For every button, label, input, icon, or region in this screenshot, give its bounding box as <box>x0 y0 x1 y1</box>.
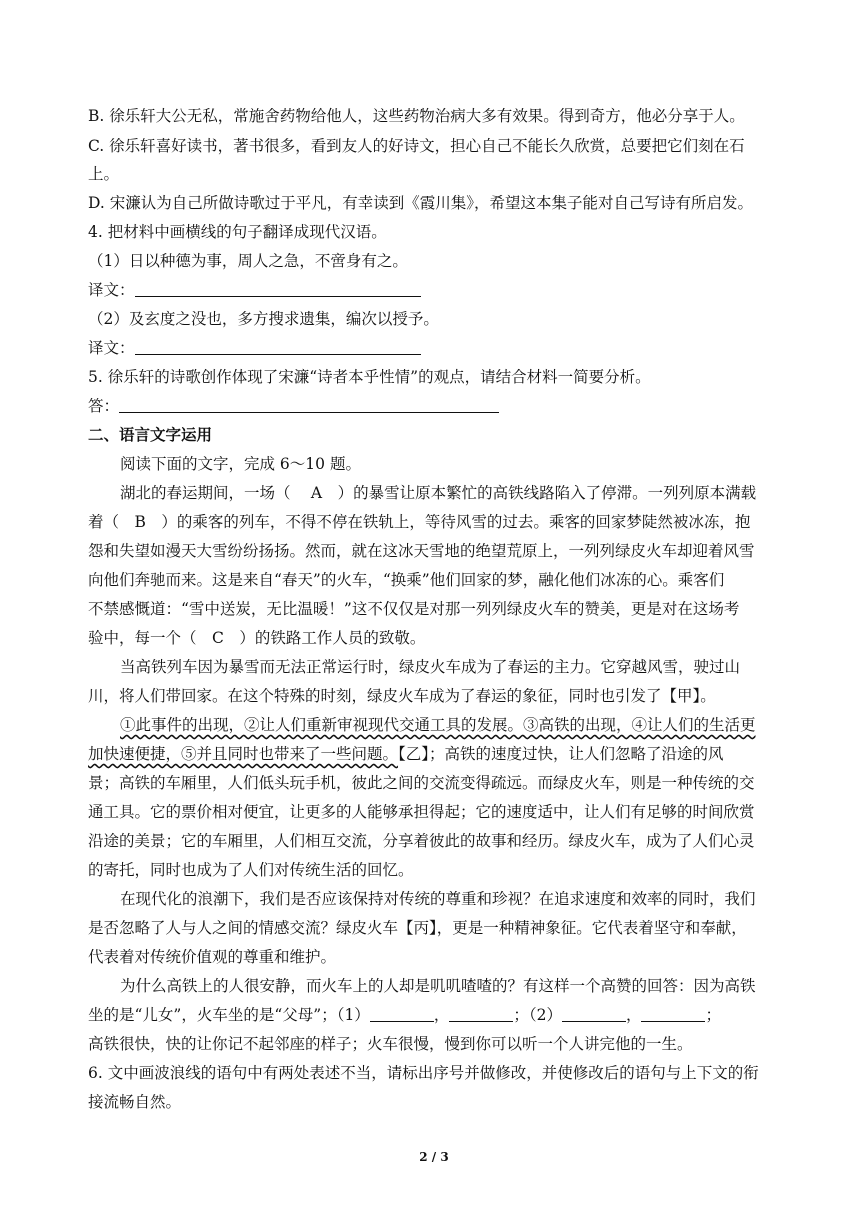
question-4-sentence-1: （1）日以种德为事，周人之急，不啻身有之。 <box>88 252 408 270</box>
answer-blank[interactable] <box>119 398 499 413</box>
option-c-line2: 上。 <box>88 165 120 183</box>
passage-text: 【乙】；高铁的速度过快，让人们忽略了沿途的风 <box>398 745 724 763</box>
passage-line-wavy <box>88 744 724 764</box>
passage-text: ， <box>433 1006 450 1024</box>
option-d: D. 宋濂认为自己所做诗歌过于平凡，有幸读到《霞川集》，希望这本集子能对自己写诗有所启发。 <box>88 194 753 212</box>
passage-line: 通工具。它的票价相对便宜，让更多的人能够承担得起；它的速度适中，让人们有足够的时间欣赏 <box>88 803 755 821</box>
translation-row-1 <box>88 280 421 300</box>
passage-line-wavy <box>120 715 756 735</box>
translation-label: 译文： <box>88 339 135 357</box>
passage-line: 不禁感慨道：“雪中送炭，无比温暖！”这不仅仅是对那一列列绿皮火车的赞美，更是对在这场考 <box>88 600 740 618</box>
fill-blank-1b[interactable] <box>449 1007 513 1022</box>
passage-text: 坐的是“儿女”，火车坐的是“父母”；（1） <box>88 1006 370 1024</box>
translation-blank-1[interactable] <box>135 282 421 297</box>
passage-line: 着（ B ）的乘客的列车，不得不停在铁轨上，等待风雪的过去。乘客的回家梦陡然被冰冻，抱 <box>88 513 751 531</box>
fill-blank-1a[interactable] <box>370 1007 434 1022</box>
page-number: 2 / 3 <box>419 1150 449 1164</box>
question-6-line1: 6. 文中画波浪线的语句中有两处表述不当，请标出序号并做修改，并使修改后的语句与上下文的衔 <box>88 1064 759 1082</box>
passage-text: ， <box>625 1006 642 1024</box>
wavy-underlined-text: ①此事件的出现，②让人们重新审视现代交通工具的发展。③高铁的出现，④让人们的生活更 <box>120 716 756 734</box>
passage-line: 的寄托，同时也成为了人们对传统生活的回忆。 <box>88 861 414 879</box>
passage-line: 沿途的美景；它的车厢里，人们相互交流，分享着彼此的故事和经历。绿皮火车，成为了人们心灵 <box>88 832 755 850</box>
section-2-intro: 阅读下面的文字，完成 6～10 题。 <box>120 455 361 473</box>
question-5-prompt: 5. 徐乐轩的诗歌创作体现了宋濂“诗者本乎性情”的观点，请结合材料一简要分析。 <box>88 368 651 386</box>
answer-row <box>88 396 499 416</box>
question-4-sentence-2: （2）及玄度之没也，多方搜求遗集，编次以授予。 <box>88 310 439 328</box>
passage-line: 向他们奔驰而来。这是来自“春天”的火车，“换乘”他们回家的梦，融化他们冰冻的心。乘客们 <box>88 571 725 589</box>
passage-text: ； <box>705 1006 721 1024</box>
passage-line: 高铁很快，快的让你记不起邻座的样子；火车很慢，慢到你可以听一个人讲完他的一生。 <box>88 1035 693 1053</box>
passage-line: 怨和失望如漫天大雪纷纷扬扬。然而，就在这冰天雪地的绝望荒原上，一列列绿皮火车却迎着风雪 <box>88 542 755 560</box>
section-2-title: 二、语言文字运用 <box>88 426 213 444</box>
translation-label: 译文： <box>88 281 135 299</box>
passage-line: 验中，每一个（ C ）的铁路工作人员的致敬。 <box>88 629 426 647</box>
passage-line: 湖北的春运期间，一场（ A ）的暴雪让原本繁忙的高铁线路陷入了停滞。一列列原本满载 <box>120 484 757 502</box>
question-6-line2: 接流畅自然。 <box>88 1093 182 1111</box>
fill-blank-2a[interactable] <box>562 1007 626 1022</box>
option-c-line1: C. 徐乐轩喜好读书，著书很多，看到友人的好诗文，担心自己不能长久欣赏，总要把它们刻在石 <box>88 137 745 155</box>
passage-line: 川，将人们带回家。在这个特殊的时刻，绿皮火车成为了春运的象征，同时也引发了【甲】。 <box>88 687 716 705</box>
translation-blank-2[interactable] <box>135 340 421 355</box>
passage-line: 景；高铁的车厢里，人们低头玩手机，彼此之间的交流变得疏远。而绿皮火车，则是一种传统的交 <box>88 774 755 792</box>
question-4-prompt: 4. 把材料中画横线的句子翻译成现代汉语。 <box>88 223 387 241</box>
fill-blank-2b[interactable] <box>641 1007 705 1022</box>
passage-text: ；（2） <box>513 1006 562 1024</box>
answer-label: 答： <box>88 397 120 415</box>
wavy-underlined-text: 加快速便捷，⑤并且同时也带来了一些问题。 <box>88 745 399 763</box>
passage-line-blanks <box>88 1005 721 1025</box>
passage-line: 当高铁列车因为暴雪而无法正常运行时，绿皮火车成为了春运的主力。它穿越风雪，驶过山 <box>120 658 741 676</box>
passage-line: 为什么高铁上的人很安静，而火车上的人却是叽叽喳喳的？有这样一个高赞的回答：因为高铁 <box>120 977 756 995</box>
passage-line: 是否忽略了人与人之间的情感交流？绿皮火车【丙】，更是一种精神象征。它代表着坚守和奉献， <box>88 919 747 937</box>
passage-line: 在现代化的浪潮下，我们是否应该保持对传统的尊重和珍视？在追求速度和效率的同时，我们 <box>120 890 756 908</box>
translation-row-2 <box>88 338 421 358</box>
option-b: B. 徐乐轩大公无私，常施舍药物给他人，这些药物治病大多有效果。得到奇方，他必分享于人。 <box>88 107 745 125</box>
passage-line: 代表着对传统价值观的尊重和维护。 <box>88 948 337 966</box>
